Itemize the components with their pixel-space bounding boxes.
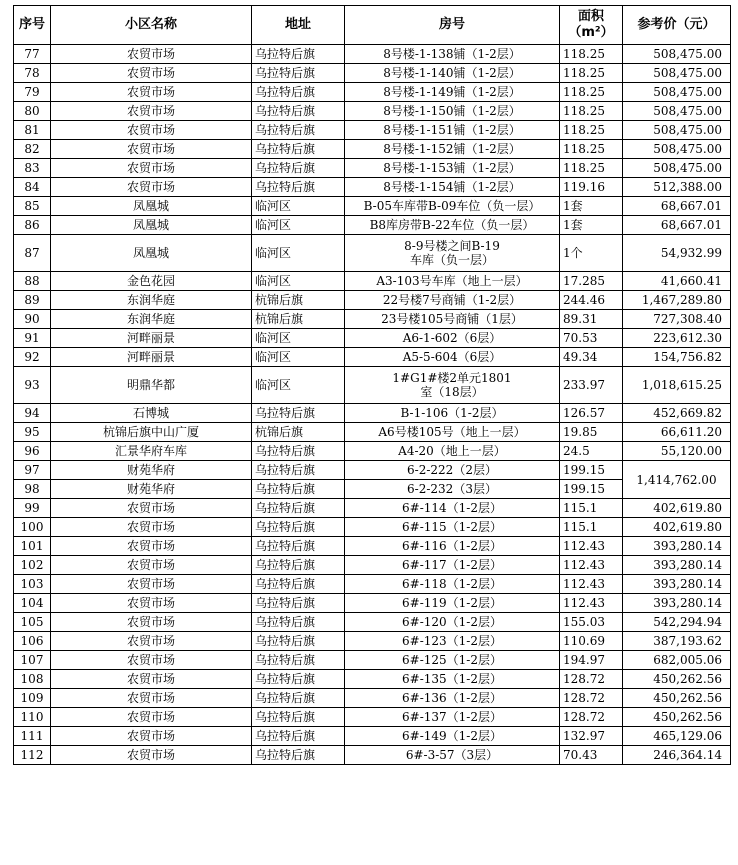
cell-room: 6#-125（1-2层） xyxy=(345,651,560,670)
cell-address: 乌拉特后旗 xyxy=(252,727,345,746)
cell-address: 乌拉特后旗 xyxy=(252,613,345,632)
cell-seq: 108 xyxy=(14,670,51,689)
cell-area: 126.57 xyxy=(560,404,623,423)
cell-area: 115.1 xyxy=(560,518,623,537)
cell-price: 393,280.14 xyxy=(623,537,731,556)
cell-room-line1: 1#G1#楼2单元1801 xyxy=(392,371,512,385)
cell-room: B8库房带B-22车位（负一层） xyxy=(345,216,560,235)
cell-room: 6#-114（1-2层） xyxy=(345,499,560,518)
cell-seq: 91 xyxy=(14,329,51,348)
cell-name: 农贸市场 xyxy=(51,689,252,708)
cell-area: 110.69 xyxy=(560,632,623,651)
cell-price: 508,475.00 xyxy=(623,45,731,64)
cell-seq: 85 xyxy=(14,197,51,216)
cell-room-line2: 车库（负一层） xyxy=(409,253,494,267)
cell-room: 6#-123（1-2层） xyxy=(345,632,560,651)
property-price-table xyxy=(13,5,731,765)
cell-area: 155.03 xyxy=(560,613,623,632)
cell-room: 8号楼-1-154铺（1-2层） xyxy=(345,178,560,197)
cell-price: 727,308.40 xyxy=(623,310,731,329)
cell-seq: 93 xyxy=(14,367,51,404)
cell-room: 6#-117（1-2层） xyxy=(345,556,560,575)
cell-price: 1,467,289.80 xyxy=(623,291,731,310)
table-row xyxy=(14,632,731,651)
cell-room: 6#-3-57（3层） xyxy=(345,746,560,765)
cell-room: 8号楼-1-150铺（1-2层） xyxy=(345,102,560,121)
cell-address: 杭锦后旗 xyxy=(252,423,345,442)
cell-price: 402,619.80 xyxy=(623,499,731,518)
cell-room: 6#-137（1-2层） xyxy=(345,708,560,727)
cell-seq: 79 xyxy=(14,83,51,102)
cell-seq: 95 xyxy=(14,423,51,442)
cell-seq: 83 xyxy=(14,159,51,178)
cell-area: 199.15 xyxy=(560,461,623,480)
table-row xyxy=(14,310,731,329)
cell-name: 东润华庭 xyxy=(51,291,252,310)
cell-name: 农贸市场 xyxy=(51,499,252,518)
cell-room: 6-2-222（2层） xyxy=(345,461,560,480)
cell-name: 凤凰城 xyxy=(51,216,252,235)
header-address: 地址 xyxy=(252,6,345,45)
cell-price: 393,280.14 xyxy=(623,594,731,613)
table-row xyxy=(14,423,731,442)
cell-name: 农贸市场 xyxy=(51,45,252,64)
cell-address: 杭锦后旗 xyxy=(252,310,345,329)
cell-address: 杭锦后旗 xyxy=(252,291,345,310)
cell-address: 乌拉特后旗 xyxy=(252,159,345,178)
header-seq: 序号 xyxy=(14,6,51,45)
cell-name: 农贸市场 xyxy=(51,613,252,632)
cell-area: 194.97 xyxy=(560,651,623,670)
table-row xyxy=(14,651,731,670)
cell-area: 19.85 xyxy=(560,423,623,442)
cell-price: 223,612.30 xyxy=(623,329,731,348)
cell-area: 112.43 xyxy=(560,556,623,575)
cell-address: 乌拉特后旗 xyxy=(252,746,345,765)
cell-address: 乌拉特后旗 xyxy=(252,178,345,197)
cell-room: 22号楼7号商铺（1-2层） xyxy=(345,291,560,310)
table-row xyxy=(14,159,731,178)
cell-name: 河畔丽景 xyxy=(51,329,252,348)
cell-name: 农贸市场 xyxy=(51,121,252,140)
cell-name: 农贸市场 xyxy=(51,670,252,689)
cell-name: 农贸市场 xyxy=(51,159,252,178)
cell-name: 农贸市场 xyxy=(51,83,252,102)
cell-area: 1套 xyxy=(560,216,623,235)
cell-seq: 77 xyxy=(14,45,51,64)
cell-seq: 100 xyxy=(14,518,51,537)
cell-address: 临河区 xyxy=(252,216,345,235)
cell-address: 乌拉特后旗 xyxy=(252,83,345,102)
table-row xyxy=(14,404,731,423)
cell-room: 8号楼-1-140铺（1-2层） xyxy=(345,64,560,83)
cell-room: 6#-149（1-2层） xyxy=(345,727,560,746)
cell-seq: 110 xyxy=(14,708,51,727)
table-row xyxy=(14,499,731,518)
cell-name: 农贸市场 xyxy=(51,140,252,159)
table-row xyxy=(14,367,731,404)
cell-name: 农贸市场 xyxy=(51,556,252,575)
cell-room: 23号楼105号商铺（1层） xyxy=(345,310,560,329)
cell-name: 农贸市场 xyxy=(51,575,252,594)
cell-room: 8号楼-1-149铺（1-2层） xyxy=(345,83,560,102)
cell-name: 凤凰城 xyxy=(51,197,252,216)
cell-price: 55,120.00 xyxy=(623,442,731,461)
cell-room: 6#-136（1-2层） xyxy=(345,689,560,708)
cell-price: 452,669.82 xyxy=(623,404,731,423)
cell-name: 农贸市场 xyxy=(51,594,252,613)
cell-address: 乌拉特后旗 xyxy=(252,556,345,575)
header-name: 小区名称 xyxy=(51,6,252,45)
cell-address: 乌拉特后旗 xyxy=(252,537,345,556)
cell-seq: 82 xyxy=(14,140,51,159)
cell-address: 乌拉特后旗 xyxy=(252,102,345,121)
cell-seq: 106 xyxy=(14,632,51,651)
cell-area: 119.16 xyxy=(560,178,623,197)
table-row xyxy=(14,518,731,537)
cell-address: 乌拉特后旗 xyxy=(252,461,345,480)
cell-address: 乌拉特后旗 xyxy=(252,140,345,159)
cell-price: 41,660.41 xyxy=(623,272,731,291)
cell-price: 54,932.99 xyxy=(623,235,731,272)
cell-seq: 97 xyxy=(14,461,51,480)
cell-address: 乌拉特后旗 xyxy=(252,670,345,689)
table-row xyxy=(14,291,731,310)
cell-price: 508,475.00 xyxy=(623,102,731,121)
cell-address: 乌拉特后旗 xyxy=(252,404,345,423)
cell-address: 乌拉特后旗 xyxy=(252,651,345,670)
cell-seq: 78 xyxy=(14,64,51,83)
cell-area: 70.43 xyxy=(560,746,623,765)
table-row xyxy=(14,746,731,765)
cell-room: 6#-120（1-2层） xyxy=(345,613,560,632)
cell-address: 临河区 xyxy=(252,348,345,367)
cell-name: 明鼎华都 xyxy=(51,367,252,404)
table-row xyxy=(14,689,731,708)
cell-seq: 90 xyxy=(14,310,51,329)
cell-seq: 99 xyxy=(14,499,51,518)
cell-name: 农贸市场 xyxy=(51,746,252,765)
cell-address: 临河区 xyxy=(252,272,345,291)
cell-room: B-05车库带B-09车位（负一层） xyxy=(345,197,560,216)
cell-area: 118.25 xyxy=(560,159,623,178)
cell-room: 6#-119（1-2层） xyxy=(345,594,560,613)
cell-area: 118.25 xyxy=(560,121,623,140)
cell-price: 450,262.56 xyxy=(623,708,731,727)
cell-seq: 103 xyxy=(14,575,51,594)
cell-seq: 96 xyxy=(14,442,51,461)
table-row xyxy=(14,670,731,689)
cell-area: 24.5 xyxy=(560,442,623,461)
cell-price: 508,475.00 xyxy=(623,140,731,159)
cell-seq: 111 xyxy=(14,727,51,746)
table-row xyxy=(14,178,731,197)
header-area xyxy=(560,6,623,45)
cell-room: 6#-115（1-2层） xyxy=(345,518,560,537)
table-row xyxy=(14,708,731,727)
cell-area: 118.25 xyxy=(560,64,623,83)
table-row xyxy=(14,537,731,556)
cell-price: 393,280.14 xyxy=(623,575,731,594)
cell-price: 450,262.56 xyxy=(623,689,731,708)
cell-room: A3-103号车库（地上一层） xyxy=(345,272,560,291)
cell-area: 49.34 xyxy=(560,348,623,367)
cell-price: 68,667.01 xyxy=(623,216,731,235)
cell-seq: 92 xyxy=(14,348,51,367)
cell-room-line1: 8-9号楼之间B-19 xyxy=(404,239,500,253)
cell-room: 8号楼-1-151铺（1-2层） xyxy=(345,121,560,140)
table-row xyxy=(14,216,731,235)
cell-price-merged: 1,414,762.00 xyxy=(623,461,731,499)
cell-price: 68,667.01 xyxy=(623,197,731,216)
cell-area: 128.72 xyxy=(560,670,623,689)
cell-seq: 84 xyxy=(14,178,51,197)
cell-room: 6-2-232（3层） xyxy=(345,480,560,499)
cell-seq: 109 xyxy=(14,689,51,708)
cell-name: 财苑华府 xyxy=(51,461,252,480)
table-row xyxy=(14,45,731,64)
cell-seq: 86 xyxy=(14,216,51,235)
cell-area: 70.53 xyxy=(560,329,623,348)
cell-price: 508,475.00 xyxy=(623,64,731,83)
cell-price: 393,280.14 xyxy=(623,556,731,575)
cell-address: 乌拉特后旗 xyxy=(252,64,345,83)
cell-area: 118.25 xyxy=(560,45,623,64)
table-row xyxy=(14,442,731,461)
cell-address: 乌拉特后旗 xyxy=(252,121,345,140)
cell-room: A4-20（地上一层） xyxy=(345,442,560,461)
cell-name: 农贸市场 xyxy=(51,651,252,670)
cell-area: 233.97 xyxy=(560,367,623,404)
cell-name: 杭锦后旗中山广厦 xyxy=(51,423,252,442)
cell-address: 乌拉特后旗 xyxy=(252,518,345,537)
cell-seq: 107 xyxy=(14,651,51,670)
cell-seq: 101 xyxy=(14,537,51,556)
cell-address: 乌拉特后旗 xyxy=(252,632,345,651)
table-row xyxy=(14,102,731,121)
cell-area: 199.15 xyxy=(560,480,623,499)
cell-address: 乌拉特后旗 xyxy=(252,45,345,64)
table-row xyxy=(14,64,731,83)
cell-name: 河畔丽景 xyxy=(51,348,252,367)
cell-address: 乌拉特后旗 xyxy=(252,575,345,594)
table-row xyxy=(14,594,731,613)
cell-name: 东润华庭 xyxy=(51,310,252,329)
cell-name: 农贸市场 xyxy=(51,64,252,83)
cell-room: 8号楼-1-153铺（1-2层） xyxy=(345,159,560,178)
cell-name: 财苑华府 xyxy=(51,480,252,499)
cell-room: 8号楼-1-152铺（1-2层） xyxy=(345,140,560,159)
header-room: 房号 xyxy=(345,6,560,45)
table-row xyxy=(14,140,731,159)
cell-room: A6号楼105号（地上一层） xyxy=(345,423,560,442)
table-row xyxy=(14,121,731,140)
cell-room: 6#-135（1-2层） xyxy=(345,670,560,689)
cell-room: 8号楼-1-138铺（1-2层） xyxy=(345,45,560,64)
cell-price: 508,475.00 xyxy=(623,83,731,102)
table-row xyxy=(14,348,731,367)
table-row xyxy=(14,235,731,272)
cell-seq: 102 xyxy=(14,556,51,575)
cell-name: 石博城 xyxy=(51,404,252,423)
cell-seq: 89 xyxy=(14,291,51,310)
table-row xyxy=(14,197,731,216)
cell-area: 112.43 xyxy=(560,594,623,613)
cell-price: 542,294.94 xyxy=(623,613,731,632)
cell-name: 农贸市场 xyxy=(51,518,252,537)
header-price: 参考价（元） xyxy=(623,6,731,45)
cell-price: 154,756.82 xyxy=(623,348,731,367)
cell-area: 132.97 xyxy=(560,727,623,746)
cell-price: 512,388.00 xyxy=(623,178,731,197)
cell-area: 112.43 xyxy=(560,537,623,556)
table-row xyxy=(14,613,731,632)
cell-area: 128.72 xyxy=(560,689,623,708)
cell-room: A5-5-604（6层） xyxy=(345,348,560,367)
cell-name: 农贸市场 xyxy=(51,102,252,121)
cell-name: 农贸市场 xyxy=(51,727,252,746)
cell-area: 118.25 xyxy=(560,140,623,159)
cell-price: 387,193.62 xyxy=(623,632,731,651)
table-header-row xyxy=(14,6,731,45)
cell-price: 402,619.80 xyxy=(623,518,731,537)
cell-seq: 112 xyxy=(14,746,51,765)
cell-name: 汇景华府车库 xyxy=(51,442,252,461)
cell-address: 临河区 xyxy=(252,329,345,348)
cell-room xyxy=(345,235,560,272)
cell-price: 450,262.56 xyxy=(623,670,731,689)
cell-area: 128.72 xyxy=(560,708,623,727)
table-row xyxy=(14,272,731,291)
cell-address: 乌拉特后旗 xyxy=(252,594,345,613)
cell-seq: 105 xyxy=(14,613,51,632)
cell-area: 118.25 xyxy=(560,83,623,102)
cell-address: 乌拉特后旗 xyxy=(252,442,345,461)
cell-price: 66,611.20 xyxy=(623,423,731,442)
cell-name: 农贸市场 xyxy=(51,537,252,556)
cell-name: 凤凰城 xyxy=(51,235,252,272)
table-row xyxy=(14,727,731,746)
cell-area: 1套 xyxy=(560,197,623,216)
cell-address: 乌拉特后旗 xyxy=(252,689,345,708)
cell-price: 1,018,615.25 xyxy=(623,367,731,404)
cell-price: 465,129.06 xyxy=(623,727,731,746)
cell-name: 农贸市场 xyxy=(51,178,252,197)
cell-seq: 94 xyxy=(14,404,51,423)
cell-room: 6#-118（1-2层） xyxy=(345,575,560,594)
cell-address: 乌拉特后旗 xyxy=(252,499,345,518)
cell-area: 115.1 xyxy=(560,499,623,518)
cell-name: 农贸市场 xyxy=(51,708,252,727)
cell-room: 6#-116（1-2层） xyxy=(345,537,560,556)
cell-area: 112.43 xyxy=(560,575,623,594)
cell-area: 1个 xyxy=(560,235,623,272)
cell-area: 89.31 xyxy=(560,310,623,329)
cell-name: 金色花园 xyxy=(51,272,252,291)
cell-price: 508,475.00 xyxy=(623,159,731,178)
header-area-line2: （m²） xyxy=(568,25,614,40)
cell-address: 临河区 xyxy=(252,367,345,404)
cell-seq: 81 xyxy=(14,121,51,140)
cell-room: A6-1-602（6层） xyxy=(345,329,560,348)
cell-price: 682,005.06 xyxy=(623,651,731,670)
cell-address: 临河区 xyxy=(252,197,345,216)
table-row xyxy=(14,575,731,594)
cell-address: 临河区 xyxy=(252,235,345,272)
cell-room xyxy=(345,367,560,404)
table-row xyxy=(14,461,731,480)
cell-seq: 104 xyxy=(14,594,51,613)
cell-address: 乌拉特后旗 xyxy=(252,708,345,727)
cell-price: 508,475.00 xyxy=(623,121,731,140)
cell-room-line2: 室（18层） xyxy=(420,385,484,399)
cell-seq: 88 xyxy=(14,272,51,291)
cell-seq: 98 xyxy=(14,480,51,499)
cell-seq: 87 xyxy=(14,235,51,272)
cell-area: 118.25 xyxy=(560,102,623,121)
cell-seq: 80 xyxy=(14,102,51,121)
cell-address: 乌拉特后旗 xyxy=(252,480,345,499)
cell-area: 244.46 xyxy=(560,291,623,310)
cell-area: 17.285 xyxy=(560,272,623,291)
cell-name: 农贸市场 xyxy=(51,632,252,651)
header-area-line1: 面积 xyxy=(577,9,604,24)
cell-room: B-1-106（1-2层） xyxy=(345,404,560,423)
table-row xyxy=(14,556,731,575)
table-row xyxy=(14,83,731,102)
table-row xyxy=(14,329,731,348)
cell-price: 246,364.14 xyxy=(623,746,731,765)
